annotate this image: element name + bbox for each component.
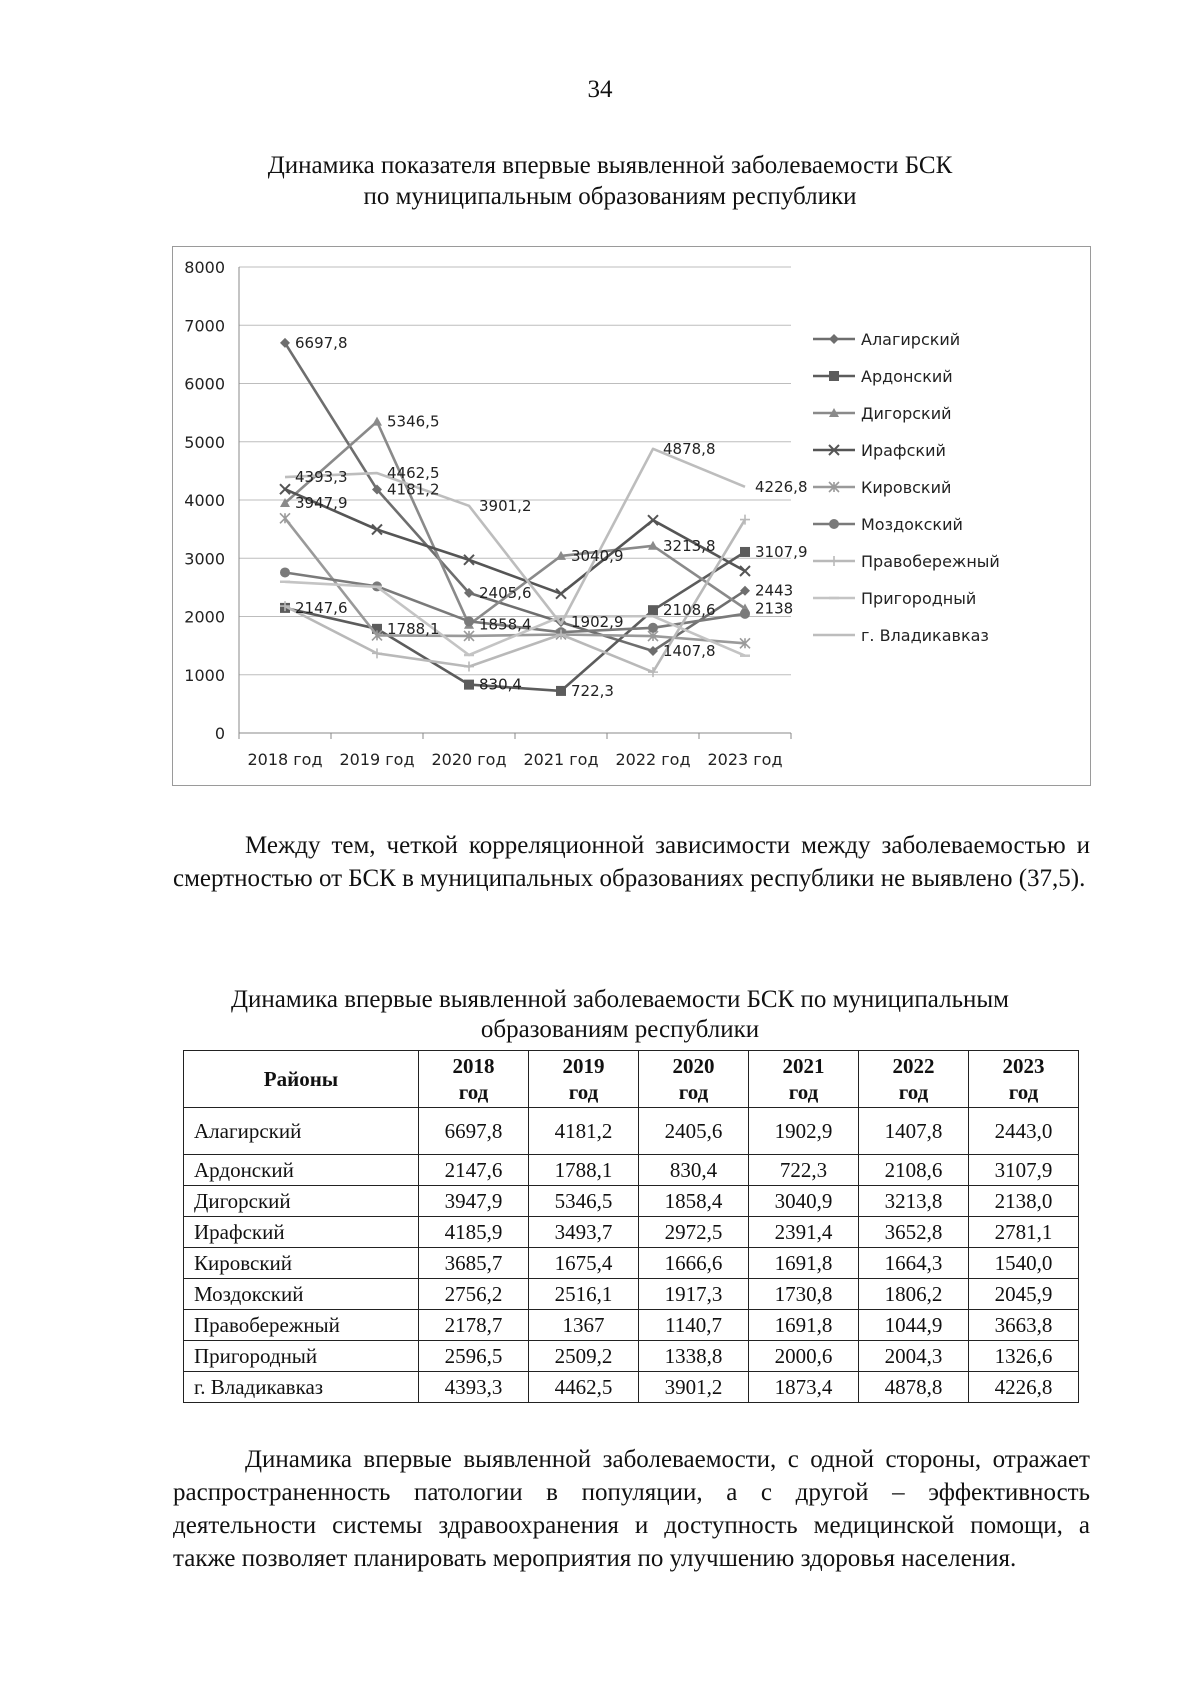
data-label: 2443 (755, 581, 794, 600)
table-cell: 722,3 (749, 1155, 859, 1186)
header-district: Районы (184, 1051, 419, 1108)
table-row (184, 1108, 1079, 1155)
table-cell: 1338,8 (639, 1341, 749, 1372)
header-unit: год (898, 1080, 929, 1104)
line-chart (172, 246, 1091, 786)
table-cell: 1858,4 (639, 1186, 749, 1217)
table-cell: 1691,8 (749, 1248, 859, 1279)
legend-label: Алагирский (861, 330, 961, 349)
table-cell: 3107,9 (969, 1155, 1079, 1186)
paragraph-correlation-text: Между тем, четкой корреляционной зависимости между заболеваемостью и смертностью от БСК в муниципальных образованиях республики не выявлено (37,5). (173, 832, 1090, 892)
table-cell: 3947,9 (419, 1186, 529, 1217)
data-point (280, 484, 290, 494)
table-cell: 2756,2 (419, 1279, 529, 1310)
data-label: 1788,1 (387, 619, 440, 638)
legend (813, 330, 1000, 645)
legend-marker (829, 556, 839, 566)
legend-label: г. Владикавказ (861, 626, 989, 645)
y-tick-label: 6000 (184, 374, 225, 394)
table-row (184, 1310, 1079, 1341)
table-cell: 2516,1 (529, 1279, 639, 1310)
table-cell: 4181,2 (529, 1108, 639, 1155)
legend-label: Ирафский (861, 441, 946, 460)
table-row (184, 1186, 1079, 1217)
table-cell: 3040,9 (749, 1186, 859, 1217)
header-year-2020 (639, 1051, 749, 1108)
paragraph-dynamics-text: Динамика впервые выявленной заболеваемости, с одной стороны, отражает распространенность патологии в популяции, а с другой – эффективность деятельности системы здравоохранения и доступность медицинской помощи, а также позволяет планировать мероприятия по улучшению здоровья населения. (173, 1446, 1090, 1572)
table-row (184, 1341, 1079, 1372)
x-tick-label: 2022 год (615, 750, 691, 769)
header-year-2023 (969, 1051, 1079, 1108)
table-row (184, 1217, 1079, 1248)
legend-marker (829, 371, 839, 381)
chart-svg (173, 247, 1092, 787)
row-name: Ирафский (184, 1217, 419, 1248)
header-year: 2023 (1002, 1054, 1045, 1078)
data-point (556, 686, 566, 696)
header-unit: год (1008, 1080, 1039, 1104)
legend-item (813, 552, 1000, 571)
table-cell: 4462,5 (529, 1372, 639, 1403)
table-cell: 3213,8 (859, 1186, 969, 1217)
table-cell: 2108,6 (859, 1155, 969, 1186)
legend-item (813, 367, 953, 386)
data-label: 4226,8 (755, 477, 808, 496)
y-tick-label: 2000 (184, 607, 225, 627)
header-year-2019 (529, 1051, 639, 1108)
legend-item (813, 626, 989, 645)
data-label: 830,4 (479, 675, 522, 694)
data-label: 4393,3 (295, 468, 348, 487)
table-cell: 1873,4 (749, 1372, 859, 1403)
table-cell: 2004,3 (859, 1341, 969, 1372)
table-cell: 1917,3 (639, 1279, 749, 1310)
y-tick-label: 3000 (184, 549, 225, 569)
data-label: 3040,9 (571, 546, 624, 565)
chart-title (160, 150, 1060, 212)
table-cell: 1664,3 (859, 1248, 969, 1279)
header-year: 2018 (452, 1054, 495, 1078)
data-label: 3213,8 (663, 536, 716, 555)
table-cell: 2972,5 (639, 1217, 749, 1248)
table-cell: 2596,5 (419, 1341, 529, 1372)
table-cell: 2781,1 (969, 1217, 1079, 1248)
table-cell: 4185,9 (419, 1217, 529, 1248)
data-point (280, 567, 290, 577)
data-label: 1858,4 (479, 615, 532, 634)
row-name: Пригородный (184, 1341, 419, 1372)
row-name: Правобережный (184, 1310, 419, 1341)
table-cell: 1666,6 (639, 1248, 749, 1279)
x-tick-label: 2019 год (339, 750, 415, 769)
data-label: 4878,8 (663, 439, 716, 458)
data-point (464, 662, 474, 672)
header-year: 2021 (782, 1054, 825, 1078)
chart-title-line-2: по муниципальным образованиям республики (363, 183, 857, 210)
legend-marker (829, 334, 839, 344)
row-name: Дигорский (184, 1186, 419, 1217)
table-cell: 1902,9 (749, 1108, 859, 1155)
data-label: 2147,6 (295, 598, 348, 617)
table-cell: 2147,6 (419, 1155, 529, 1186)
row-name: Ардонский (184, 1155, 419, 1186)
legend-item (813, 515, 963, 534)
header-unit: год (458, 1080, 489, 1104)
legend-label: Ардонский (861, 367, 953, 386)
y-tick-label: 8000 (184, 258, 225, 277)
table-row (184, 1248, 1079, 1279)
data-label: 6697,8 (295, 333, 348, 352)
table-cell: 1730,8 (749, 1279, 859, 1310)
table-cell: 1691,8 (749, 1310, 859, 1341)
legend-item (813, 478, 951, 497)
table-cell: 1367 (529, 1310, 639, 1341)
legend-label: Правобережный (861, 552, 1000, 571)
data-label: 3947,9 (295, 494, 348, 513)
legend-item (813, 441, 946, 460)
table-cell: 2138,0 (969, 1186, 1079, 1217)
data-point (648, 623, 658, 633)
row-name: Кировский (184, 1248, 419, 1279)
chart-title-line-1: Динамика показателя впервые выявленной заболеваемости БСК (267, 152, 953, 179)
legend-item (813, 589, 976, 608)
data-label: 2138 (755, 599, 794, 618)
row-name: г. Владикавказ (184, 1372, 419, 1403)
data-label: 4181,2 (387, 480, 440, 499)
header-year: 2019 (562, 1054, 605, 1078)
x-tick-label: 2023 год (707, 750, 783, 769)
incidence-table (183, 1050, 1079, 1403)
paragraph-correlation (173, 829, 1090, 895)
header-unit: год (568, 1080, 599, 1104)
table-cell: 1140,7 (639, 1310, 749, 1341)
y-tick-label: 1000 (184, 665, 225, 685)
table-cell: 1540,0 (969, 1248, 1079, 1279)
x-tick-label: 2018 год (247, 750, 323, 769)
table-cell: 5346,5 (529, 1186, 639, 1217)
data-point (464, 680, 474, 690)
table-cell: 1044,9 (859, 1310, 969, 1341)
table-header-row (184, 1051, 1079, 1108)
data-label: 3107,9 (755, 542, 808, 561)
legend-label: Моздокский (861, 515, 963, 534)
data-point (648, 515, 658, 525)
table-cell: 2000,6 (749, 1341, 859, 1372)
table-row (184, 1155, 1079, 1186)
table-cell: 4393,3 (419, 1372, 529, 1403)
table-cell: 4878,8 (859, 1372, 969, 1403)
data-point (740, 609, 750, 619)
legend-label: Дигорский (861, 404, 952, 423)
table-cell: 2509,2 (529, 1341, 639, 1372)
header-year-2018 (419, 1051, 529, 1108)
table-cell: 4226,8 (969, 1372, 1079, 1403)
data-point (740, 566, 750, 576)
y-tick-label: 7000 (184, 316, 225, 336)
table-cell: 1806,2 (859, 1279, 969, 1310)
row-name: Алагирский (184, 1108, 419, 1155)
table-cell: 1788,1 (529, 1155, 639, 1186)
data-label: 5346,5 (387, 412, 440, 431)
table-cell: 3901,2 (639, 1372, 749, 1403)
table-cell: 3652,8 (859, 1217, 969, 1248)
table-cell: 6697,8 (419, 1108, 529, 1155)
data-point (648, 605, 658, 615)
data-label: 4462,5 (387, 464, 440, 483)
header-unit: год (678, 1080, 709, 1104)
table-title: Динамика впервые выявленной заболеваемости БСК по муниципальным образованиям республики (231, 986, 1009, 1043)
data-label: 1407,8 (663, 641, 716, 660)
x-tick-label: 2020 год (431, 750, 507, 769)
header-unit: год (788, 1080, 819, 1104)
table-cell: 2391,4 (749, 1217, 859, 1248)
header-year: 2022 (892, 1054, 935, 1078)
table-cell: 3685,7 (419, 1248, 529, 1279)
data-point (372, 648, 382, 658)
data-point (372, 417, 382, 426)
data-label: 2405,6 (479, 583, 532, 602)
data-label: 3901,2 (479, 496, 532, 515)
data-label: 722,3 (571, 681, 614, 700)
legend-label: Кировский (861, 478, 952, 497)
table-cell: 2178,7 (419, 1310, 529, 1341)
data-point (280, 513, 290, 523)
table-cell: 1326,6 (969, 1341, 1079, 1372)
data-point (740, 547, 750, 557)
y-tick-label: 0 (214, 724, 225, 743)
header-year-2022 (859, 1051, 969, 1108)
table-cell: 3493,7 (529, 1217, 639, 1248)
legend-marker (829, 519, 839, 529)
page-number: 34 (587, 76, 613, 103)
legend-item (813, 404, 952, 423)
data-label: 1902,9 (571, 613, 624, 632)
legend-item (813, 330, 960, 349)
y-tick-label: 5000 (184, 432, 225, 452)
table-cell: 830,4 (639, 1155, 749, 1186)
table-cell: 2045,9 (969, 1279, 1079, 1310)
table-cell: 1675,4 (529, 1248, 639, 1279)
table-cell: 1407,8 (859, 1108, 969, 1155)
table-cell: 3663,8 (969, 1310, 1079, 1341)
data-point (464, 616, 474, 626)
table-row (184, 1372, 1079, 1403)
table-cell: 2405,6 (639, 1108, 749, 1155)
legend-label: Пригородный (861, 589, 977, 608)
table-row (184, 1279, 1079, 1310)
header-year: 2020 (672, 1054, 715, 1078)
row-name: Моздокский (184, 1279, 419, 1310)
x-tick-label: 2021 год (523, 750, 599, 769)
header-year-2021 (749, 1051, 859, 1108)
paragraph-dynamics (173, 1443, 1090, 1575)
table-cell: 2443,0 (969, 1108, 1079, 1155)
y-tick-label: 4000 (184, 491, 225, 510)
data-label: 2108,6 (663, 601, 716, 620)
